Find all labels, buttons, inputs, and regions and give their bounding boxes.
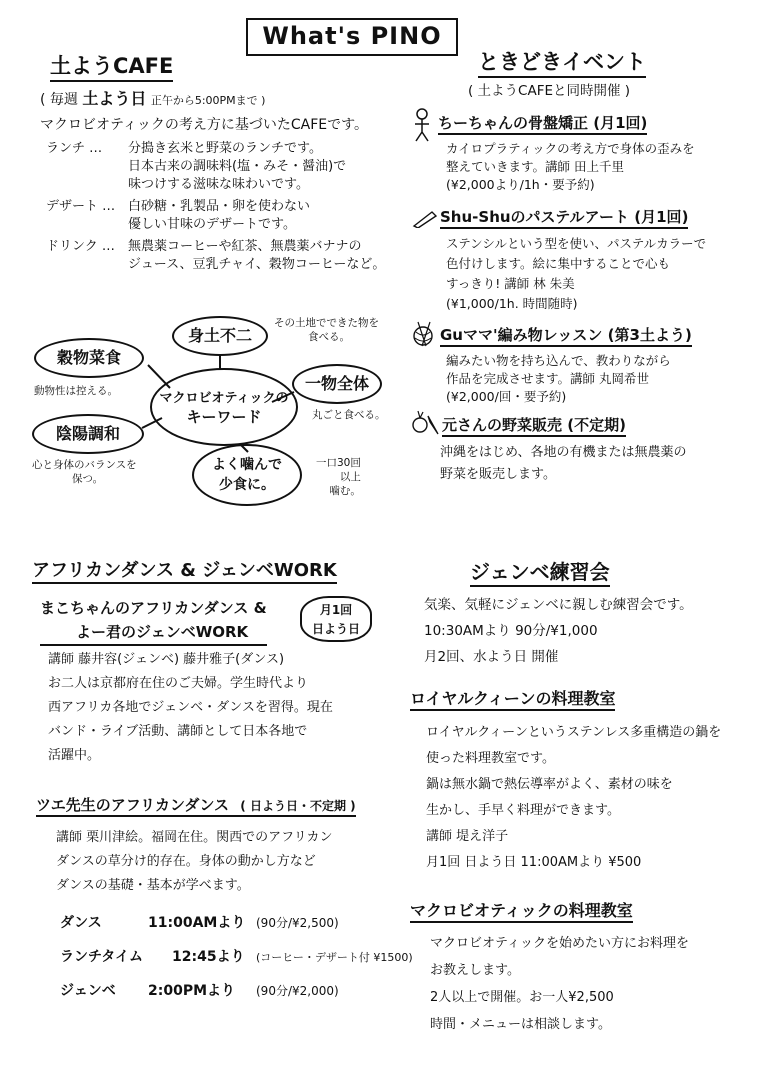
person-icon [410, 108, 434, 142]
menu-line: 優しい甘味のデザートです。 [128, 217, 296, 232]
menu-item-drink [46, 238, 386, 274]
schedule-time: 11:00AMより [148, 915, 246, 931]
schedule-name: ジェンベ [60, 983, 116, 999]
macro-line: お教えします。 [430, 963, 520, 978]
menu-label: ドリンク … [46, 239, 115, 254]
class2-line: 講師 栗川津絵。福岡在住。関西でのアフリカン [56, 830, 333, 845]
royal-line: 鍋は無水鍋で熱伝導率がよく、素材の味を [426, 777, 673, 792]
menu-label: デザート … [46, 199, 116, 214]
event-desc [440, 442, 686, 486]
class1-line: 活躍中。 [48, 748, 101, 763]
royal-desc [426, 720, 721, 876]
schedule-row [60, 912, 413, 946]
african-heading: アフリカンダンス & ジェンベWORK [32, 556, 337, 584]
class1-frequency [300, 596, 372, 642]
class1-title-line: よー君のジェンベWORK [40, 620, 267, 646]
menu-item-lunch [46, 140, 386, 194]
keyword-line: よく噛んで [212, 457, 282, 473]
class2-title: ツエ先生のアフリカンダンス [36, 796, 230, 814]
keyword-kokumotsu: 穀物菜食 [34, 338, 144, 378]
note-line: 保つ。 [72, 473, 104, 485]
schedule-name: ランチタイム [60, 949, 144, 965]
schedule-time: 12:45より [172, 949, 245, 965]
royal-line: 使った料理教室です。 [426, 751, 555, 766]
macro-line: 時間・メニューは相談します。 [430, 1017, 611, 1032]
keyword-center-line2: キーワード [186, 408, 262, 426]
class1-line: お二人は京都府在住のご夫婦。学生時代より [48, 676, 309, 691]
royal-line: 生かし、手早く料理ができます。 [426, 803, 620, 818]
keyword-inyou-note [32, 458, 137, 486]
menu-label: ランチ … [46, 141, 103, 156]
pencil-icon [412, 208, 438, 228]
event-title: 元さんの野菜販売 (不定期) [442, 414, 626, 437]
event-line: 沖縄をはじめ、各地の有機または無農薬の [440, 445, 687, 460]
schedule-row [60, 946, 413, 980]
event-title: ちーちゃんの骨盤矯正 (月1回) [438, 112, 647, 135]
event-title: Shu-Shuのパステルアート (月1回) [440, 206, 688, 229]
royal-line: 講師 堤え洋子 [426, 829, 509, 844]
macro-line: 2人以上で開催。お一人¥2,500 [430, 990, 614, 1005]
menu-line: ジュース、豆乳チャイ、穀物コーヒーなど。 [128, 257, 386, 272]
event-line: ステンシルという型を使い、パステルカラーで [446, 236, 707, 251]
event-title: Guママ'編み物レッスン (第3土よう) [440, 324, 692, 347]
royal-line: ロイヤルクィーンというステンレス多重構造の鍋を [426, 725, 722, 740]
vegetable-icon [410, 408, 440, 438]
djembe-desc [424, 592, 693, 670]
class2-freq: ( 日よう日・不定期 ) [240, 799, 356, 813]
menu-line: 日本古来の調味料(塩・みそ・醤油)で [128, 159, 347, 174]
royal-line: 月1回 日よう日 11:00AMより ¥500 [426, 855, 642, 870]
schedule-detail: (90分/¥2,500) [256, 916, 339, 930]
event-line: カイロプラティックの考え方で身体の歪みを [446, 141, 695, 156]
note-line: 一口30回 [316, 457, 361, 469]
djembe-line: 月2回、水よう日 開催 [424, 649, 559, 665]
keyword-yokukande-note [316, 456, 361, 498]
event-line: (¥2,000/回・要予約) [446, 389, 567, 404]
keyword-center [150, 368, 298, 446]
event-line: 作品を完成させます。講師 丸岡希世 [446, 371, 649, 386]
keyword-center-line1: マクロビオティックの [159, 391, 289, 406]
events-list [410, 108, 750, 494]
class1-freq-line: 日よう日 [311, 622, 360, 636]
african-schedule [60, 912, 413, 1014]
event-desc [446, 352, 671, 406]
menu-line: 白砂糖・乳製品・卵を使わない [128, 199, 311, 214]
cafe-schedule-hours: 正午から5:00PMまで ) [150, 94, 266, 107]
event-desc [446, 140, 695, 194]
cafe-schedule [40, 90, 265, 110]
schedule-time: 2:00PMより [148, 983, 236, 999]
cafe-schedule-prefix: ( 毎週 [40, 92, 78, 108]
cafe-menu [46, 140, 386, 274]
macro-class-heading: マクロビオティックの料理教室 [410, 898, 633, 923]
event-line: (¥2,000より/1h・要予約) [446, 177, 595, 192]
note-line: 噛む。 [329, 485, 361, 497]
note-line: 心と身体のバランスを [32, 459, 137, 471]
menu-item-dessert [46, 198, 386, 234]
event-desc [446, 234, 706, 314]
schedule-detail: (90分/¥2,000) [256, 984, 339, 998]
page-title: What's PINO [246, 18, 458, 56]
event-item [410, 324, 750, 414]
event-item [410, 414, 750, 494]
keyword-shindofuji: 身土不二 [172, 316, 268, 356]
keyword-kokumotsu-note: 動物性は控える。 [34, 385, 118, 397]
macro-line: マクロビオティックを始めたい方にお料理を [430, 936, 689, 951]
keyword-yokukande [192, 444, 302, 506]
keyword-diagram [20, 310, 390, 510]
events-heading: ときどきイベント [478, 46, 646, 78]
event-item [410, 206, 750, 324]
class2-line: ダンスの基礎・基本が学べます。 [56, 878, 250, 893]
note-line: 以上 [339, 471, 361, 483]
keyword-ichibutsu-note: 丸ごと食べる。 [312, 409, 386, 421]
class1-freq-line: 月1回 [319, 603, 353, 617]
event-line: 野菜を販売します。 [440, 467, 556, 482]
keyword-shindofuji-note [274, 316, 379, 344]
keyword-ichibutsu: 一物全体 [292, 364, 382, 404]
djembe-line: 気楽、気軽にジェンベに親しむ練習会です。 [424, 597, 693, 613]
class1-line: 講師 藤井容(ジェンベ) 藤井雅子(ダンス) [48, 652, 285, 667]
menu-line: 分搗き玄米と野菜のランチです。 [128, 141, 322, 156]
keyword-inyou: 陰陽調和 [32, 414, 144, 454]
event-line: 編みたい物を持ち込んで、教わりながら [446, 353, 671, 368]
class1-line: 西アフリカ各地でジェンベ・ダンスを習得。現在 [48, 700, 333, 715]
cafe-schedule-day: 土よう日 [82, 89, 147, 108]
cafe-heading: 土ようCAFE [50, 50, 173, 82]
class1-desc [48, 648, 333, 768]
schedule-row [60, 980, 413, 1014]
note-line: その土地でできた物を [274, 317, 379, 329]
event-line: 色付けします。絵に集中することで心も [446, 256, 671, 271]
african-class2-heading [36, 794, 356, 817]
keyword-line: 少食に。 [219, 477, 275, 493]
note-line: 食べる。 [308, 331, 350, 343]
event-line: すっきり! 講師 林 朱美 [446, 276, 575, 291]
event-line: (¥1,000/1h. 時間随時) [446, 296, 578, 311]
class1-line: バンド・ライブ活動、講師として日本各地で [48, 724, 308, 739]
macro-class-desc [430, 930, 689, 1038]
djembe-line: 10:30AMより 90分/¥1,000 [424, 623, 598, 639]
schedule-detail: (コーヒー・デザート付 ¥1500) [256, 951, 413, 964]
yarn-icon [410, 320, 438, 350]
royal-heading: ロイヤルクィーンの料理教室 [410, 686, 615, 711]
events-subheading: ( 土ようCAFEと同時開催 ) [468, 83, 631, 99]
schedule-name: ダンス [60, 915, 102, 931]
djembe-heading: ジェンベ練習会 [470, 556, 610, 587]
cafe-intro: マクロビオティックの考え方に基づいたCAFEです。 [40, 117, 369, 133]
class2-line: ダンスの草分け的存在。身体の動かし方など [56, 854, 316, 869]
event-line: 整えていきます。講師 田上千里 [446, 159, 624, 174]
event-item [410, 108, 750, 206]
menu-line: 味つけする滋味な味わいです。 [128, 177, 309, 192]
menu-line: 無農薬コーヒーや紅茶、無農薬バナナの [128, 239, 362, 254]
class2-desc [56, 826, 332, 898]
african-class1-title [40, 596, 267, 646]
class1-title-line: まこちゃんのアフリカンダンス & [40, 599, 267, 617]
